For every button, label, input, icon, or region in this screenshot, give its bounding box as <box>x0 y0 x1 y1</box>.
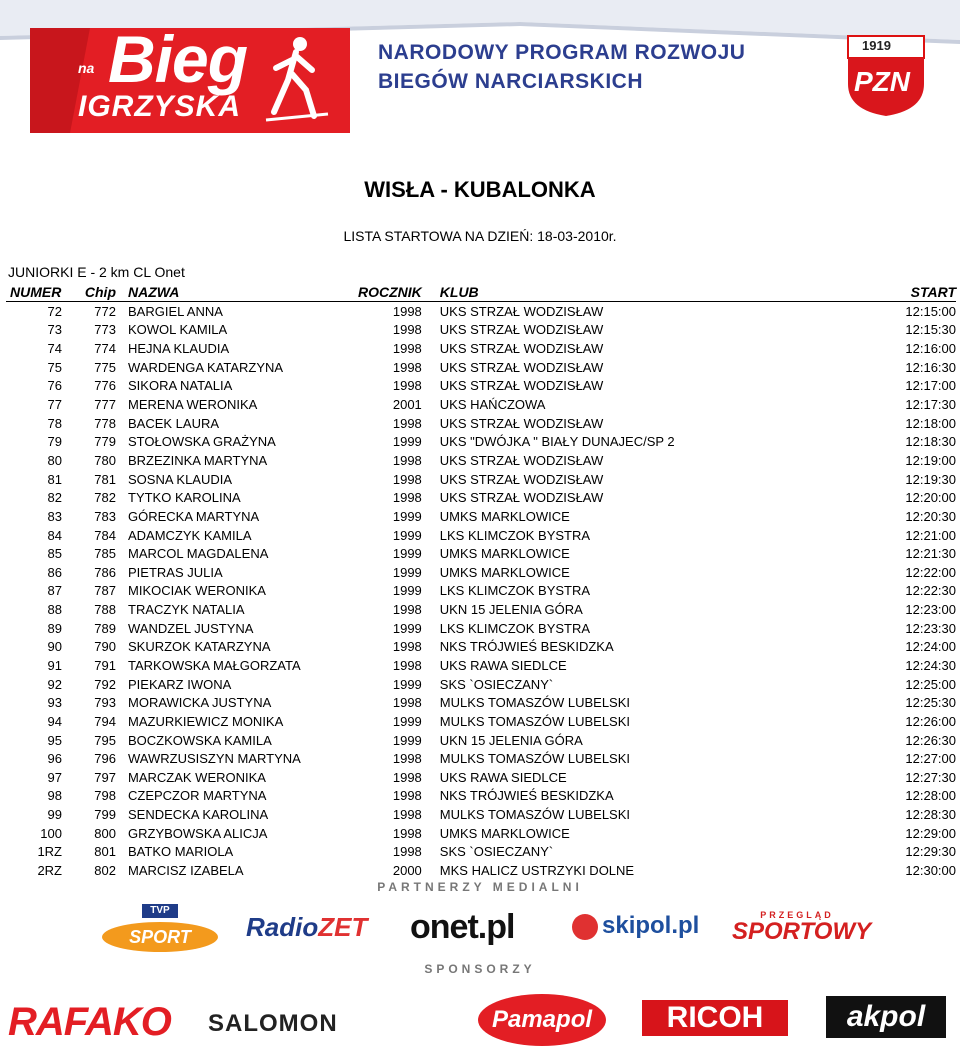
cell-klub: UKN 15 JELENIA GÓRA <box>439 732 583 748</box>
table-row <box>6 377 956 396</box>
cell-chip: 795 <box>94 732 116 748</box>
cell-klub: NKS TRÓJWIEŚ BESKIDZKA <box>439 639 614 655</box>
cell-numer: 83 <box>47 508 62 524</box>
cell-numer: 79 <box>47 434 62 450</box>
table-row <box>6 861 956 880</box>
table-row <box>6 712 956 731</box>
radio-zet-logo <box>246 912 367 943</box>
cell-start: 12:27:30 <box>905 769 956 785</box>
cell-numer: 77 <box>47 397 62 413</box>
cell-rocznik: 1998 <box>392 751 422 767</box>
cell-numer: 93 <box>47 695 62 711</box>
cell-klub: LKS KLIMCZOK BYSTRA <box>439 583 591 599</box>
cell-klub: LKS KLIMCZOK BYSTRA <box>439 620 591 636</box>
cell-klub: UMKS MARKLOWICE <box>439 508 570 524</box>
cell-numer: 100 <box>40 825 62 841</box>
cell-klub: MULKS TOMASZÓW LUBELSKI <box>439 807 631 823</box>
cell-chip: 789 <box>94 620 116 636</box>
col-nazwa: NAZWA <box>116 283 358 302</box>
table-header-row <box>6 283 956 302</box>
program-title <box>378 38 828 96</box>
cell-chip: 790 <box>94 639 116 655</box>
cell-chip: 772 <box>94 303 116 319</box>
rafako-logo: RAFAKO <box>8 1000 171 1044</box>
sponsors-label: SPONSORZY <box>424 962 536 976</box>
cell-chip: 778 <box>94 415 116 431</box>
cell-chip: 794 <box>94 713 116 729</box>
start-list-table <box>6 283 956 880</box>
przeglad-text: PRZEGLĄD <box>760 910 834 920</box>
table-row <box>6 619 956 638</box>
cell-start: 12:19:00 <box>905 452 956 468</box>
cell-numer: 2RZ <box>37 863 62 879</box>
sportowy-text: SPORTOWY <box>732 918 872 945</box>
table-row <box>6 507 956 526</box>
cell-chip: 776 <box>94 378 116 394</box>
cell-rocznik: 1999 <box>392 527 422 543</box>
cell-numer: 91 <box>47 657 62 673</box>
cell-nazwa: GRZYBOWSKA ALICJA <box>128 825 268 841</box>
cell-nazwa: MAZURKIEWICZ MONIKA <box>128 713 284 729</box>
cell-start: 12:22:00 <box>905 564 956 580</box>
cell-rocznik: 1999 <box>392 713 422 729</box>
cell-rocznik: 1999 <box>392 732 422 748</box>
skier-icon <box>262 34 332 124</box>
cell-rocznik: 1999 <box>392 508 422 524</box>
igrzyska-text: IGRZYSKA <box>78 90 242 123</box>
cell-rocznik: 1998 <box>392 769 422 785</box>
cell-klub: UKN 15 JELENIA GÓRA <box>439 602 583 618</box>
cell-rocznik: 1998 <box>392 359 422 375</box>
cell-rocznik: 2000 <box>392 863 422 879</box>
bieg-na-text: na <box>78 60 95 76</box>
cell-nazwa: MARCOL MAGDALENA <box>128 546 269 562</box>
pzn-year: 1919 <box>862 38 891 53</box>
table-row <box>6 805 956 824</box>
cell-chip: 775 <box>94 359 116 375</box>
cell-start: 12:25:00 <box>905 676 956 692</box>
cell-rocznik: 1999 <box>392 620 422 636</box>
cell-nazwa: SENDECKA KAROLINA <box>128 807 269 823</box>
cell-chip: 792 <box>94 676 116 692</box>
cell-start: 12:16:30 <box>905 359 956 375</box>
cell-numer: 87 <box>47 583 62 599</box>
cell-start: 12:28:30 <box>905 807 956 823</box>
cell-chip: 786 <box>94 564 116 580</box>
cell-nazwa: TYTKO KAROLINA <box>128 490 241 506</box>
cell-klub: UKS STRZAŁ WODZISŁAW <box>439 341 604 357</box>
cell-nazwa: WARDENGA KATARZYNA <box>128 359 284 375</box>
cell-nazwa: CZEPCZOR MARTYNA <box>128 788 267 804</box>
cell-klub: UKS HAŃCZOWA <box>439 397 546 413</box>
cell-start: 12:26:00 <box>905 713 956 729</box>
table-row <box>6 749 956 768</box>
table-row <box>6 843 956 862</box>
cell-numer: 1RZ <box>37 844 62 860</box>
cell-numer: 94 <box>47 713 62 729</box>
cell-start: 12:24:00 <box>905 639 956 655</box>
cell-nazwa: BRZEZINKA MARTYNA <box>128 452 268 468</box>
table-row <box>6 563 956 582</box>
cell-nazwa: BARGIEL ANNA <box>128 303 223 319</box>
cell-start: 12:28:00 <box>905 788 956 804</box>
cell-rocznik: 1999 <box>392 564 422 580</box>
cell-nazwa: SIKORA NATALIA <box>128 378 233 394</box>
cell-start: 12:15:30 <box>905 322 956 338</box>
pzn-text: PZN <box>854 66 910 97</box>
cell-start: 12:26:30 <box>905 732 956 748</box>
cell-start: 12:23:00 <box>905 602 956 618</box>
cell-nazwa: MIKOCIAK WERONIKA <box>128 583 266 599</box>
partners-label: PARTNERZY MEDIALNI <box>377 880 583 894</box>
cell-nazwa: GÓRECKA MARTYNA <box>128 508 260 524</box>
cell-start: 12:25:30 <box>905 695 956 711</box>
cell-klub: UMKS MARKLOWICE <box>439 564 570 580</box>
cell-numer: 80 <box>47 452 62 468</box>
table-row <box>6 432 956 451</box>
cell-rocznik: 1998 <box>392 341 422 357</box>
tvp-text: TVP <box>142 904 178 918</box>
cell-chip: 787 <box>94 583 116 599</box>
cell-chip: 796 <box>94 751 116 767</box>
cell-rocznik: 1999 <box>392 676 422 692</box>
cell-chip: 777 <box>94 397 116 413</box>
cell-klub: MULKS TOMASZÓW LUBELSKI <box>439 751 631 767</box>
cell-numer: 90 <box>47 639 62 655</box>
przeglad-sportowy-logo <box>732 910 872 945</box>
tvp-sport-text: SPORT <box>102 922 218 952</box>
cell-numer: 85 <box>47 546 62 562</box>
cell-numer: 98 <box>47 788 62 804</box>
col-klub: KLUB <box>422 283 780 302</box>
table-row <box>6 395 956 414</box>
cell-rocznik: 1998 <box>392 788 422 804</box>
cell-nazwa: WANDZEL JUSTYNA <box>128 620 254 636</box>
cell-chip: 788 <box>94 602 116 618</box>
cell-nazwa: MARCZAK WERONIKA <box>128 769 266 785</box>
col-chip: Chip <box>62 283 116 302</box>
cell-start: 12:16:00 <box>905 341 956 357</box>
cell-start: 12:23:30 <box>905 620 956 636</box>
cell-klub: UKS "DWÓJKA " BIAŁY DUNAJEC/SP 2 <box>439 434 675 450</box>
col-numer: NUMER <box>6 283 62 302</box>
cell-chip: 782 <box>94 490 116 506</box>
cell-start: 12:18:00 <box>905 415 956 431</box>
cell-chip: 791 <box>94 657 116 673</box>
table-row <box>6 693 956 712</box>
cell-start: 12:29:00 <box>905 825 956 841</box>
table-row <box>6 600 956 619</box>
salomon-logo: SALOMON <box>208 1010 338 1037</box>
cell-chip: 781 <box>94 471 116 487</box>
cell-klub: UKS STRZAŁ WODZISŁAW <box>439 415 604 431</box>
ricoh-logo: RICOH <box>642 1000 788 1036</box>
table-row <box>6 675 956 694</box>
cell-klub: UKS STRZAŁ WODZISŁAW <box>439 471 604 487</box>
cell-start: 12:20:30 <box>905 508 956 524</box>
cell-klub: LKS KLIMCZOK BYSTRA <box>439 527 591 543</box>
cell-klub: UKS STRZAŁ WODZISŁAW <box>439 452 604 468</box>
akpol-logo: akpol <box>826 996 946 1038</box>
cell-klub: MULKS TOMASZÓW LUBELSKI <box>439 713 631 729</box>
cell-start: 12:22:30 <box>905 583 956 599</box>
cell-klub: UKS STRZAŁ WODZISŁAW <box>439 303 604 319</box>
program-title-line2: BIEGÓW NARCIARSKICH <box>378 70 643 93</box>
table-row <box>6 358 956 377</box>
table-row <box>6 544 956 563</box>
table-row <box>6 339 956 358</box>
cell-numer: 96 <box>47 751 62 767</box>
skipol-text: skipol.pl <box>602 912 700 939</box>
cell-klub: UMKS MARKLOWICE <box>439 825 570 841</box>
cell-numer: 92 <box>47 676 62 692</box>
cell-chip: 802 <box>94 863 116 879</box>
cell-start: 12:27:00 <box>905 751 956 767</box>
cell-chip: 797 <box>94 769 116 785</box>
table-row <box>6 321 956 340</box>
table-row <box>6 302 956 321</box>
bieg-text: Bieg <box>108 22 248 96</box>
cell-chip: 780 <box>94 452 116 468</box>
cell-nazwa: BOCZKOWSKA KAMILA <box>128 732 272 748</box>
cell-rocznik: 1998 <box>392 490 422 506</box>
cell-rocznik: 2001 <box>392 397 422 413</box>
cell-numer: 81 <box>47 471 62 487</box>
cell-rocznik: 1998 <box>392 452 422 468</box>
col-rocznik: ROCZNIK <box>358 284 422 300</box>
onet-logo: onet.pl <box>410 908 515 946</box>
cell-numer: 97 <box>47 769 62 785</box>
start-list-body <box>6 302 956 880</box>
cell-start: 12:24:30 <box>905 657 956 673</box>
cell-klub: UKS STRZAŁ WODZISŁAW <box>439 322 604 338</box>
cell-start: 12:29:30 <box>905 844 956 860</box>
table-row <box>6 526 956 545</box>
cell-chip: 783 <box>94 508 116 524</box>
cell-rocznik: 1998 <box>392 807 422 823</box>
cell-rocznik: 1998 <box>392 602 422 618</box>
pamapol-logo: Pamapol <box>478 994 606 1046</box>
skipol-logo <box>572 912 699 940</box>
header-banner <box>0 0 960 150</box>
cell-nazwa: BATKO MARIOLA <box>128 844 234 860</box>
table-row <box>6 470 956 489</box>
cell-chip: 800 <box>94 825 116 841</box>
table-row <box>6 638 956 657</box>
cell-numer: 73 <box>47 322 62 338</box>
cell-rocznik: 1998 <box>392 639 422 655</box>
cell-nazwa: TRACZYK NATALIA <box>128 602 245 618</box>
cell-nazwa: BACEK LAURA <box>128 415 220 431</box>
cell-rocznik: 1998 <box>392 322 422 338</box>
cell-numer: 86 <box>47 564 62 580</box>
cell-klub: UKS RAWA SIEDLCE <box>439 657 567 673</box>
zet-text: ZET <box>318 912 368 942</box>
event-title: WISŁA - KUBALONKA <box>364 177 596 202</box>
cell-nazwa: STOŁOWSKA GRAŻYNA <box>128 434 276 450</box>
list-subtitle: LISTA STARTOWA NA DZIEŃ: 18-03-2010r. <box>343 228 617 244</box>
cell-numer: 95 <box>47 732 62 748</box>
cell-rocznik: 1998 <box>392 378 422 394</box>
table-row <box>6 787 956 806</box>
cell-chip: 793 <box>94 695 116 711</box>
cell-klub: NKS TRÓJWIEŚ BESKIDZKA <box>439 788 614 804</box>
cell-start: 12:15:00 <box>905 303 956 319</box>
cell-klub: UKS STRZAŁ WODZISŁAW <box>439 490 604 506</box>
cell-start: 12:17:00 <box>905 378 956 394</box>
cell-nazwa: WAWRZUSISZYN MARTYNA <box>128 751 301 767</box>
cell-rocznik: 1998 <box>392 844 422 860</box>
cell-chip: 774 <box>94 341 116 357</box>
category-title: JUNIORKI E - 2 km CL Onet <box>8 264 185 280</box>
cell-chip: 779 <box>94 434 116 450</box>
cell-numer: 82 <box>47 490 62 506</box>
table-row <box>6 414 956 433</box>
cell-klub: UKS STRZAŁ WODZISŁAW <box>439 378 604 394</box>
skipol-icon <box>572 914 598 940</box>
table-row <box>6 488 956 507</box>
cell-start: 12:30:00 <box>905 863 956 879</box>
cell-nazwa: MERENA WERONIKA <box>128 397 258 413</box>
cell-start: 12:19:30 <box>905 471 956 487</box>
cell-nazwa: PIETRAS JULIA <box>128 564 223 580</box>
cell-nazwa: SKURZOK KATARZYNA <box>128 639 271 655</box>
cell-klub: UMKS MARKLOWICE <box>439 546 570 562</box>
cell-start: 12:21:00 <box>905 527 956 543</box>
cell-nazwa: MORAWICKA JUSTYNA <box>128 695 272 711</box>
cell-rocznik: 1998 <box>392 657 422 673</box>
cell-start: 12:18:30 <box>905 434 956 450</box>
cell-rocznik: 1999 <box>392 434 422 450</box>
program-title-line1: NARODOWY PROGRAM ROZWOJU <box>378 41 746 64</box>
cell-numer: 76 <box>47 378 62 394</box>
cell-klub: MKS HALICZ USTRZYKI DOLNE <box>439 863 635 879</box>
cell-start: 12:21:30 <box>905 546 956 562</box>
table-row <box>6 768 956 787</box>
col-start: START <box>780 283 956 302</box>
cell-rocznik: 1999 <box>392 546 422 562</box>
cell-rocznik: 1998 <box>392 471 422 487</box>
cell-start: 12:20:00 <box>905 490 956 506</box>
cell-numer: 74 <box>47 341 62 357</box>
cell-numer: 75 <box>47 359 62 375</box>
cell-numer: 84 <box>47 527 62 543</box>
cell-chip: 773 <box>94 322 116 338</box>
cell-chip: 801 <box>94 844 116 860</box>
cell-rocznik: 1999 <box>392 583 422 599</box>
cell-klub: UKS RAWA SIEDLCE <box>439 769 567 785</box>
cell-rocznik: 1998 <box>392 825 422 841</box>
cell-chip: 784 <box>94 527 116 543</box>
cell-numer: 99 <box>47 807 62 823</box>
cell-nazwa: KOWOL KAMILA <box>128 322 228 338</box>
cell-klub: SKS `OSIECZANY` <box>439 676 554 692</box>
cell-numer: 89 <box>47 620 62 636</box>
cell-numer: 88 <box>47 602 62 618</box>
cell-nazwa: TARKOWSKA MAŁGORZATA <box>128 657 301 673</box>
table-row <box>6 451 956 470</box>
table-row <box>6 656 956 675</box>
cell-klub: MULKS TOMASZÓW LUBELSKI <box>439 695 631 711</box>
tvp-sport-logo <box>102 904 218 954</box>
cell-nazwa: MARCISZ IZABELA <box>128 863 244 879</box>
table-row <box>6 824 956 843</box>
cell-rocznik: 1998 <box>392 303 422 319</box>
cell-chip: 799 <box>94 807 116 823</box>
cell-rocznik: 1998 <box>392 415 422 431</box>
cell-nazwa: PIEKARZ IWONA <box>128 676 232 692</box>
cell-klub: SKS `OSIECZANY` <box>439 844 554 860</box>
cell-chip: 785 <box>94 546 116 562</box>
cell-nazwa: HEJNA KLAUDIA <box>128 341 230 357</box>
table-row <box>6 731 956 750</box>
cell-numer: 78 <box>47 415 62 431</box>
cell-nazwa: SOSNA KLAUDIA <box>128 471 233 487</box>
table-row <box>6 582 956 601</box>
cell-numer: 72 <box>47 303 62 319</box>
cell-klub: UKS STRZAŁ WODZISŁAW <box>439 359 604 375</box>
cell-nazwa: ADAMCZYK KAMILA <box>128 527 252 543</box>
radio-text: Radio <box>246 912 319 942</box>
cell-rocznik: 1998 <box>392 695 422 711</box>
cell-start: 12:17:30 <box>905 397 956 413</box>
cell-chip: 798 <box>94 788 116 804</box>
